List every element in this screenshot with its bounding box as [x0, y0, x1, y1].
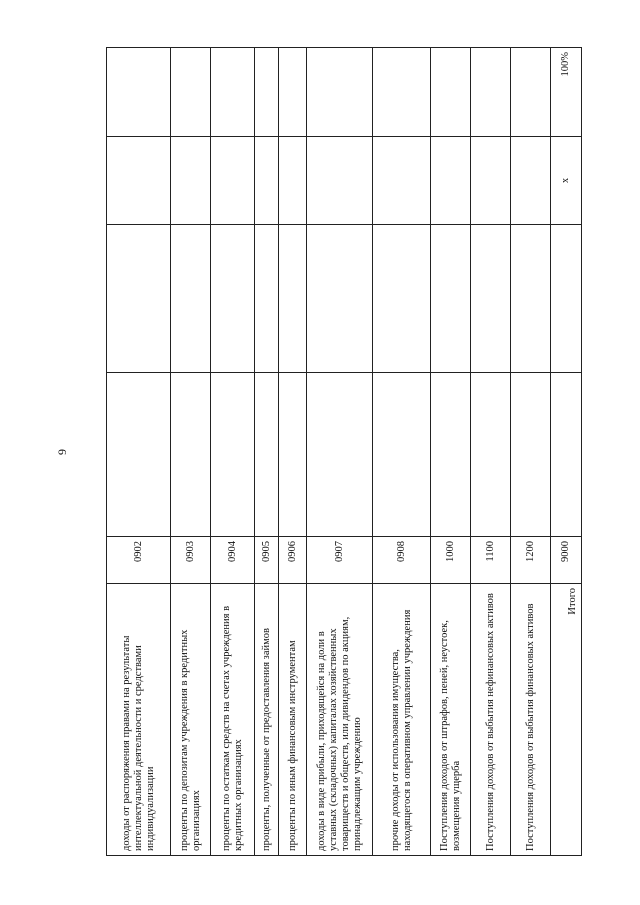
cell	[255, 48, 279, 137]
cell	[255, 225, 279, 373]
cell	[373, 225, 431, 373]
cell	[307, 225, 373, 373]
cell	[431, 225, 471, 373]
cell	[107, 48, 171, 137]
cell	[107, 373, 171, 537]
cell	[373, 48, 431, 137]
cell	[171, 137, 211, 225]
cell	[511, 48, 551, 137]
row-code: 0908	[373, 537, 431, 584]
row-code: 0906	[279, 537, 307, 584]
cell	[211, 48, 255, 137]
page-number: 9	[55, 449, 69, 455]
cell	[551, 373, 582, 537]
row-code: 1100	[471, 537, 511, 584]
table-row	[373, 48, 431, 856]
cell	[511, 137, 551, 225]
row-code: 1000	[431, 537, 471, 584]
cell	[255, 373, 279, 537]
cell	[279, 373, 307, 537]
cell	[171, 48, 211, 137]
row-name: проценты по иным финансовым инструментам	[279, 584, 307, 856]
cell	[471, 373, 511, 537]
cell	[211, 373, 255, 537]
row-code: 1200	[511, 537, 551, 584]
cell	[307, 48, 373, 137]
cell	[279, 48, 307, 137]
row-name: Поступления доходов от выбытия финансовых активов	[511, 584, 551, 856]
table-row	[255, 48, 279, 856]
table-row	[307, 48, 373, 856]
row-code: 0903	[171, 537, 211, 584]
row-name: Поступления доходов от выбытия нефинансовых активов	[471, 584, 511, 856]
row-name: прочие доходы от использования имущества, находящегося в оперативном управлении учреждения	[373, 584, 431, 856]
cell	[107, 137, 171, 225]
total-x-cell: x	[551, 137, 582, 225]
cell	[307, 373, 373, 537]
cell	[373, 373, 431, 537]
cell	[471, 48, 511, 137]
table-row	[431, 48, 471, 856]
row-name: доходы от распоряжения правами на результаты интеллектуальной деятельности и средствами индивидуализации	[107, 584, 171, 856]
row-name: доходы в виде прибыли, приходящейся на доли в уставных (складочных) капиталах хозяйственных товариществ и обществ, или дивидендов по акциям, принадлежащим учреждению	[307, 584, 373, 856]
row-code: 0904	[211, 537, 255, 584]
income-table	[106, 47, 582, 856]
cell	[471, 137, 511, 225]
row-code: 0905	[255, 537, 279, 584]
cell	[279, 137, 307, 225]
row-name: Поступления доходов от штрафов, пеней, неустоек, возмещения ущерба	[431, 584, 471, 856]
table-row	[279, 48, 307, 856]
cell	[171, 373, 211, 537]
cell	[551, 225, 582, 373]
total-code: 9000	[551, 537, 582, 584]
cell	[511, 373, 551, 537]
row-name: проценты, полученные от предоставления займов	[255, 584, 279, 856]
cell	[171, 225, 211, 373]
cell	[431, 373, 471, 537]
table-row	[511, 48, 551, 856]
cell	[511, 225, 551, 373]
cell	[373, 137, 431, 225]
row-code: 0902	[107, 537, 171, 584]
cell	[431, 48, 471, 137]
total-label: Итого	[551, 584, 582, 856]
cell	[279, 225, 307, 373]
cell	[255, 137, 279, 225]
total-percent-cell: 100%	[551, 48, 582, 137]
table-container	[106, 48, 581, 856]
cell	[431, 137, 471, 225]
table-row	[171, 48, 211, 856]
cell	[211, 225, 255, 373]
cell	[211, 137, 255, 225]
cell	[471, 225, 511, 373]
table-row	[211, 48, 255, 856]
cell	[307, 137, 373, 225]
total-row	[551, 48, 582, 856]
table-row	[471, 48, 511, 856]
cell	[107, 225, 171, 373]
row-name: проценты по остаткам средств на счетах учреждения в кредитных организациях	[211, 584, 255, 856]
table-row	[107, 48, 171, 856]
row-code: 0907	[307, 537, 373, 584]
row-name: проценты по депозитам учреждения в кредитных организациях	[171, 584, 211, 856]
